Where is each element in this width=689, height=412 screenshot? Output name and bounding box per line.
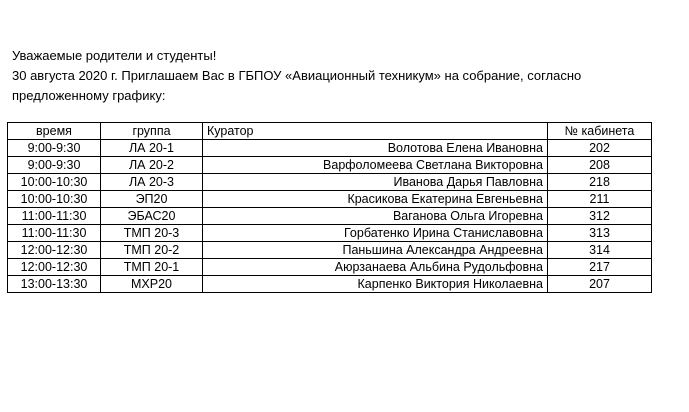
table-row [8,276,652,293]
time-cell: 11:00-11:30 [8,225,101,242]
header-curator: Куратор [203,123,548,140]
group-cell: ТМП 20-3 [101,225,203,242]
curator-cell: Волотова Елена Ивановна [203,140,548,157]
group-cell: МХР20 [101,276,203,293]
time-cell: 10:00-10:30 [8,191,101,208]
table-row [8,242,652,259]
greeting-line: Уважаемые родители и студенты! [12,48,217,63]
room-cell: 211 [548,191,652,208]
table-row [8,191,652,208]
table-row [8,225,652,242]
group-cell: ЛА 20-3 [101,174,203,191]
room-cell: 202 [548,140,652,157]
group-cell: ЭП20 [101,191,203,208]
table-row [8,208,652,225]
announcement-text [12,46,581,106]
room-cell: 208 [548,157,652,174]
room-cell: 218 [548,174,652,191]
header-room: № кабинета [548,123,652,140]
time-cell: 13:00-13:30 [8,276,101,293]
table-row [8,140,652,157]
meeting-schedule-table [7,122,652,293]
room-cell: 312 [548,208,652,225]
header-group: группа [101,123,203,140]
curator-cell: Карпенко Виктория Николаевна [203,276,548,293]
room-cell: 207 [548,276,652,293]
group-cell: ЭБАС20 [101,208,203,225]
curator-cell: Аюрзанаева Альбина Рудольфовна [203,259,548,276]
table-header-row [8,123,652,140]
curator-cell: Паньшина Александра Андреевна [203,242,548,259]
time-cell: 12:00-12:30 [8,259,101,276]
curator-cell: Красикова Екатерина Евгеньевна [203,191,548,208]
invitation-line: 30 августа 2020 г. Приглашаем Вас в ГБПОУ «Авиационный техникум» на собрание, согласно [12,68,582,83]
header-time: время [8,123,101,140]
table-row [8,174,652,191]
curator-cell: Ваганова Ольга Игоревна [203,208,548,225]
group-cell: ЛА 20-1 [101,140,203,157]
time-cell: 9:00-9:30 [8,140,101,157]
room-cell: 313 [548,225,652,242]
time-cell: 12:00-12:30 [8,242,101,259]
time-cell: 9:00-9:30 [8,157,101,174]
invitation-line-continued: предложенному графику: [12,88,166,103]
room-cell: 217 [548,259,652,276]
group-cell: ТМП 20-2 [101,242,203,259]
curator-cell: Варфоломеева Светлана Викторовна [203,157,548,174]
group-cell: ТМП 20-1 [101,259,203,276]
time-cell: 10:00-10:30 [8,174,101,191]
group-cell: ЛА 20-2 [101,157,203,174]
room-cell: 314 [548,242,652,259]
table-row [8,259,652,276]
table-row [8,157,652,174]
curator-cell: Иванова Дарья Павловна [203,174,548,191]
time-cell: 11:00-11:30 [8,208,101,225]
curator-cell: Горбатенко Ирина Станиславовна [203,225,548,242]
